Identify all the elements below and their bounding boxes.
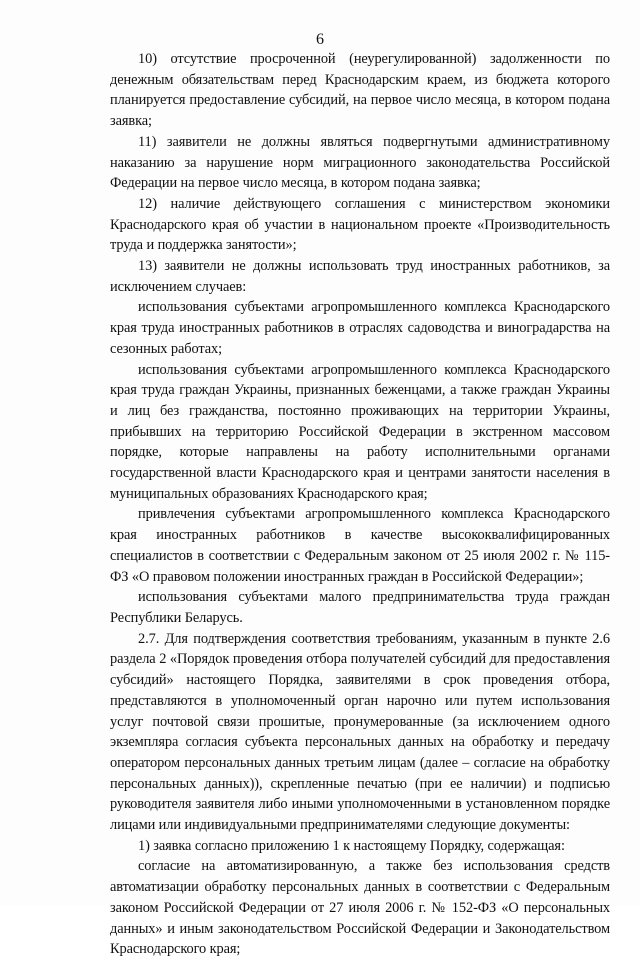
paragraph-item-13: 13) заявители не должны использовать труд иностранных работников, за исключением случаев: — [110, 258, 610, 295]
paragraph-section-2-7: 2.7. Для подтверждения соответствия требованиям, указанным в пункте 2.6 раздела 2 «Порядок проведения отбора получателей субсидий для предоставления субсидий» настоящего Порядка, заявителями в срок проведения отбора, представляются в уполномоченный орган нарочно или путем использования услуг почтовой связи прошитые, пронумерованные (за исключением одного экземпляра согласия субъекта персональных данных на обработку и передачу оператором персональных данных третьим лицам (далее – согласие на обработку персональных данных)), скрепленные печатью (при ее наличии) и подписью руководителя заявителя либо иными уполномоченными в установленном порядке лицами или индивидуальными предпринимателями следующие документы: — [110, 630, 610, 834]
paragraph-exception-specialists: привлечения субъектами агропромышленного комплекса Краснодарского края иностранных работников в качестве высококвалифицированных специалистов в соответствии с Федеральным законом от 25 июля 2002 г. № 115-ФЗ «О правовом положении иностранных граждан в Российской Федерации»; — [110, 506, 610, 585]
paragraph-exception-belarus: использования субъектами малого предпринимательства труда граждан Республики Беларусь. — [110, 589, 610, 626]
document-body — [110, 49, 610, 960]
paragraph-item-11: 11) заявители не должны являться подвергнутыми административному наказанию за нарушение норм миграционного законодательства Российской Федерации на первое число месяца, в котором подана заявка; — [110, 133, 610, 192]
paragraph-exception-ukraine: использования субъектами агропромышленного комплекса Краснодарского края труда граждан Украины, признанных беженцами, а также граждан Украины и лиц без гражданства, постоянно проживающих на территории Украины, прибывших на территорию Российской Федерации в экстренном массовом порядке, которые направлены на работу исполнительными органами государственной власти Краснодарского края и центрами занятости населения в муниципальных образованиях Краснодарского края; — [110, 361, 610, 502]
paragraph-application: 1) заявка согласно приложению 1 к настоящему Порядку, содержащая: — [138, 837, 565, 854]
paragraph-personal-data-consent: согласие на автоматизированную, а также без использования средств автоматизации обработку персональных данных в соответствии с Федеральным законом Российской Федерации от 27 июля 2006 г. № 152-ФЗ «О персональных данных» и иным законодательством Российской Федерации и Законодательством Краснодарского края; — [110, 858, 610, 958]
page-number: 6 — [316, 31, 324, 48]
paragraph-item-12: 12) наличие действующего соглашения с министерством экономики Краснодарского края об участии в национальном проекте «Производительность труда и поддержка занятости»; — [110, 195, 610, 254]
paragraph-exception-seasonal: использования субъектами агропромышленного комплекса Краснодарского края труда иностранных работников в отраслях садоводства и виноградарства на сезонных работах; — [110, 299, 610, 357]
paragraph-item-10: 10) отсутствие просроченной (неурегулированной) задолженности по денежным обязательствам перед Краснодарским краем, из бюджета которого планируется предоставление субсидий, на первое число месяца, в котором подана заявка; — [110, 51, 610, 130]
